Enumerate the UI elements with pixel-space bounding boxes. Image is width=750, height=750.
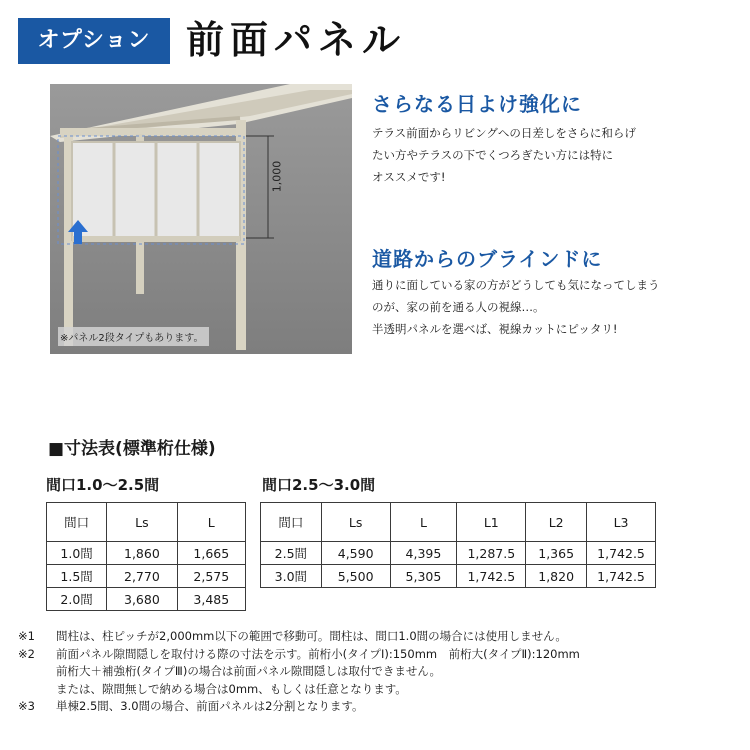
footnote-number: ※1 — [18, 629, 35, 643]
text-line: たい方やテラスの下でくつろぎたい方には特に — [372, 148, 614, 162]
table-header: Ls — [107, 503, 177, 542]
text-line: 半透明パネルを選べば、視線カットにピッタリ! — [372, 322, 618, 336]
table1-caption: 間口1.0～2.5間 — [46, 476, 160, 494]
table-header: L3 — [587, 503, 656, 542]
feature-heading-sunshade: さらなる日よけ強化に — [372, 92, 582, 116]
footnote — [18, 698, 580, 716]
footnote — [18, 646, 580, 664]
table-header: L1 — [457, 503, 526, 542]
table-cell: 1,742.5 — [587, 565, 656, 588]
table2-caption: 間口2.5～3.0間 — [262, 476, 376, 494]
table-cell: 1,287.5 — [457, 542, 526, 565]
table-cell: 1,365 — [526, 542, 587, 565]
table-header: L — [177, 503, 245, 542]
table-cell: 1,742.5 — [457, 565, 526, 588]
table-row — [47, 542, 246, 565]
dimension-label: 1,000 — [270, 160, 284, 193]
table-cell: 2,770 — [107, 565, 177, 588]
footnote-text: 前面パネル隙間隠しを取付ける際の寸法を示す。前桁小(タイプⅠ):150mm 前桁大(タイプⅡ):120mm — [56, 646, 580, 661]
table-header: Ls — [321, 503, 390, 542]
footnote-text: または、隙間無しで納める場合は0mm、もしくは任意となります。 — [56, 681, 407, 696]
product-photo — [50, 84, 352, 354]
footnote-text: 単棟2.5間、3.0間の場合、前面パネルは2分割となります。 — [56, 699, 364, 713]
table-header: 間口 — [47, 503, 107, 542]
feature-text-blind — [372, 274, 660, 340]
table-cell: 2.5間 — [261, 542, 322, 565]
footnote-text: 前桁大＋補強桁(タイプⅢ)の場合は前面パネル隙間隠しは取付できません。 — [56, 664, 442, 678]
dimension-section-title: ■寸法表(標準桁仕様) — [48, 439, 216, 459]
table-cell: 4,395 — [390, 542, 457, 565]
table-row — [47, 565, 246, 588]
footnote-number: ※3 — [18, 699, 35, 713]
text-line: のが、家の前を通る人の視線…。 — [372, 300, 545, 314]
dimension-table-2 — [260, 502, 656, 588]
footnote — [18, 663, 580, 681]
table-cell: 3.0間 — [261, 565, 322, 588]
table-header: L — [390, 503, 457, 542]
text-line: テラス前面からリビングへの日差しをさらに和らげ — [372, 126, 636, 140]
table-cell: 2,575 — [177, 565, 245, 588]
footnote — [18, 681, 580, 699]
table-cell: 1,742.5 — [587, 542, 656, 565]
table-cell: 3,485 — [177, 588, 245, 611]
footnote-number: ※2 — [18, 646, 35, 661]
table-header: 間口 — [261, 503, 322, 542]
table-cell: 1.0間 — [47, 542, 107, 565]
table-cell: 4,590 — [321, 542, 390, 565]
page-title: 前面パネル — [186, 18, 407, 62]
table-row — [47, 588, 246, 611]
table-cell: 1,665 — [177, 542, 245, 565]
photo-note: ※パネル2段タイプもあります。 — [58, 327, 209, 346]
table-cell: 1,820 — [526, 565, 587, 588]
footnote — [18, 628, 580, 646]
table-header: L2 — [526, 503, 587, 542]
footnotes — [18, 628, 580, 716]
table-row — [261, 565, 656, 588]
table-row — [261, 542, 656, 565]
table-cell: 5,305 — [390, 565, 457, 588]
table-cell: 1,860 — [107, 542, 177, 565]
text-line: オススメです! — [372, 170, 446, 184]
text-line: 通りに面している家の方がどうしても気になってしまう — [372, 278, 660, 292]
footnote-text: 間柱は、柱ピッチが2,000mm以下の範囲で移動可。間柱は、間口1.0間の場合には使用しません。 — [56, 629, 567, 643]
table-cell: 1.5間 — [47, 565, 107, 588]
terrace-illustration — [50, 84, 352, 354]
option-badge: オプション — [18, 18, 170, 64]
feature-text-sunshade — [372, 122, 636, 188]
table-cell: 2.0間 — [47, 588, 107, 611]
feature-heading-blind: 道路からのブラインドに — [372, 247, 603, 271]
table-cell: 5,500 — [321, 565, 390, 588]
table-cell: 3,680 — [107, 588, 177, 611]
dimension-table-1 — [46, 502, 246, 611]
